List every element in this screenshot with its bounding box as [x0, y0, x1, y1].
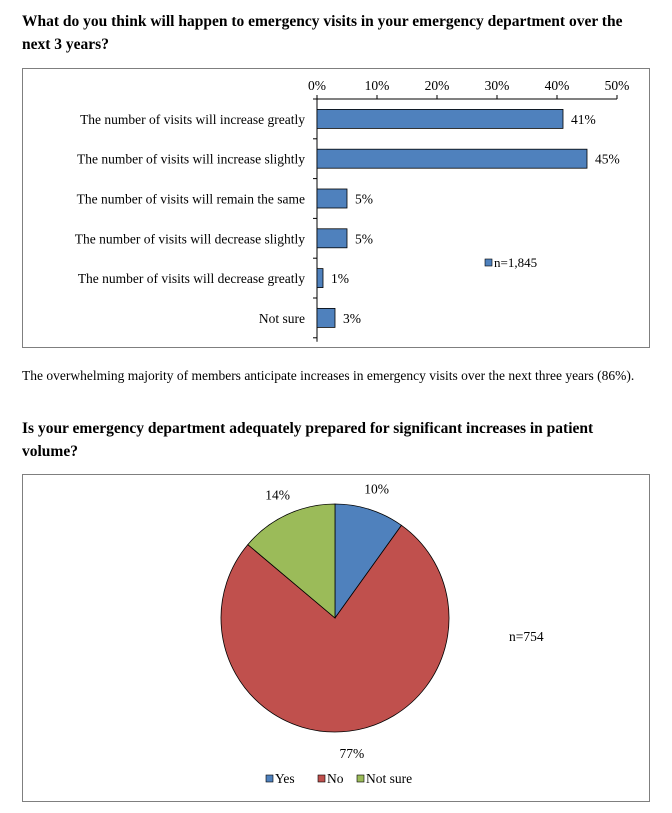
sample-size-annotation: n=754: [509, 629, 544, 644]
bar: [317, 109, 563, 128]
pie-value-label: 10%: [364, 481, 389, 497]
x-tick-label: 20%: [424, 78, 450, 93]
legend-label: n=1,845: [494, 255, 538, 270]
bar: [317, 269, 323, 288]
bar-chart-container: [22, 68, 650, 348]
bar-value-label: 41%: [571, 111, 596, 127]
pie-chart-container: [22, 474, 650, 802]
pie-value-label: 14%: [265, 487, 291, 503]
legend-swatch: [318, 775, 325, 782]
legend-swatch: [357, 775, 364, 782]
pie-value-label: 77%: [339, 745, 365, 761]
category-label: The number of visits will decrease slightly: [74, 231, 305, 247]
bar: [317, 308, 335, 327]
x-tick-label: 10%: [364, 78, 390, 93]
bar: [317, 229, 347, 248]
bar-value-label: 5%: [355, 231, 373, 247]
legend-swatch: [485, 259, 492, 266]
bar-chart: [23, 69, 649, 347]
category-label: The number of visits will remain the same: [76, 191, 305, 207]
bar-value-label: 1%: [331, 271, 349, 287]
summary-paragraph: The overwhelming majority of members anticipate increases in emergency visits over the next three years (86%).: [22, 368, 635, 383]
pie-chart: [23, 475, 649, 801]
bar: [317, 149, 587, 168]
legend-label: Yes: [275, 771, 295, 786]
question-1-heading: What do you think will happen to emergency visits in your emergency department over the next 3 years?: [22, 13, 623, 53]
category-label: The number of visits will decrease greatly: [77, 271, 305, 287]
x-tick-label: 50%: [604, 78, 630, 93]
legend-label: No: [327, 771, 344, 786]
bar-value-label: 45%: [595, 151, 620, 167]
x-tick-label: 30%: [484, 78, 510, 93]
bar-value-label: 5%: [355, 191, 373, 207]
category-label: Not sure: [258, 310, 305, 326]
legend-label: Not sure: [366, 771, 413, 786]
x-tick-label: 40%: [544, 78, 570, 93]
category-label: The number of visits will increase greatly: [80, 111, 305, 127]
bar: [317, 189, 347, 208]
legend-swatch: [266, 775, 273, 782]
x-tick-label: 0%: [308, 78, 326, 93]
question-2-heading: Is your emergency department adequately prepared for significant increases in patient volume?: [22, 420, 594, 460]
category-label: The number of visits will increase slightly: [77, 151, 305, 167]
bar-value-label: 3%: [343, 310, 361, 326]
